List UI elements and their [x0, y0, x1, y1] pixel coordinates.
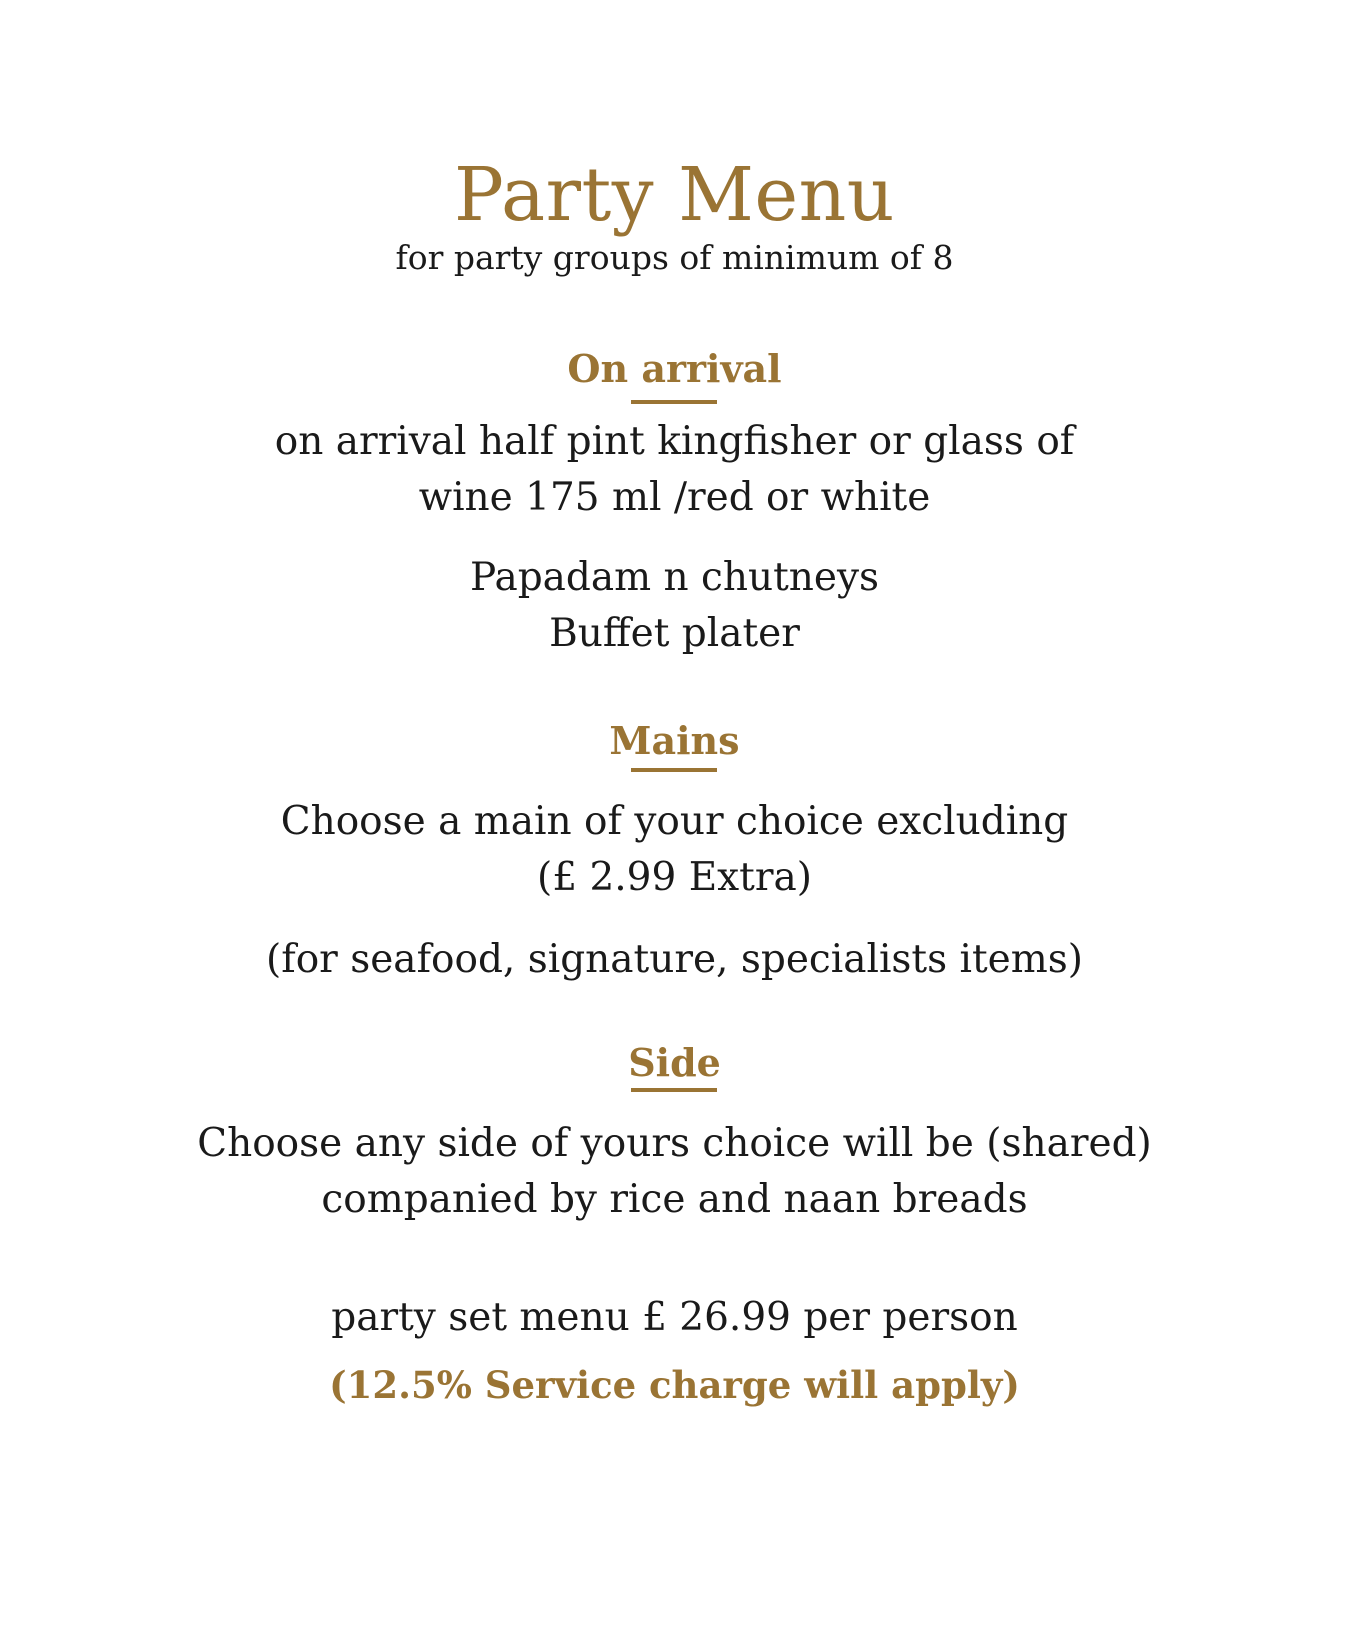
section-heading-arrival: On arrival — [567, 346, 782, 391]
mains-line: (£ 2.99 Extra) — [537, 855, 812, 900]
price-line: party set menu £ 26.99 per person — [331, 1295, 1018, 1340]
arrival-line: on arrival half pint kingfisher or glass of — [274, 419, 1075, 464]
arrival-item: Buffet plater — [549, 611, 800, 656]
mains-description — [0, 794, 1349, 906]
mains-note: (for seafood, signature, specialists items) — [266, 937, 1083, 982]
service-charge-note: (12.5% Service charge will apply) — [329, 1363, 1020, 1407]
side-line: companied by rice and naan breads — [321, 1177, 1028, 1222]
section-divider-side — [631, 1088, 717, 1092]
side-line: Choose any side of yours choice will be (shared) — [197, 1121, 1152, 1166]
page-subtitle: for party groups of minimum of 8 — [395, 238, 954, 277]
arrival-description — [0, 414, 1349, 526]
section-heading-side: Side — [628, 1040, 721, 1085]
section-divider-arrival — [631, 400, 717, 404]
arrival-items — [0, 550, 1349, 662]
section-divider-mains — [631, 768, 717, 772]
section-heading-mains: Mains — [609, 718, 740, 763]
mains-line: Choose a main of your choice excluding — [280, 799, 1069, 844]
arrival-line: wine 175 ml /red or white — [418, 475, 931, 520]
arrival-item: Papadam n chutneys — [469, 555, 880, 600]
side-description — [0, 1116, 1349, 1228]
page-title: Party Menu — [454, 152, 895, 238]
